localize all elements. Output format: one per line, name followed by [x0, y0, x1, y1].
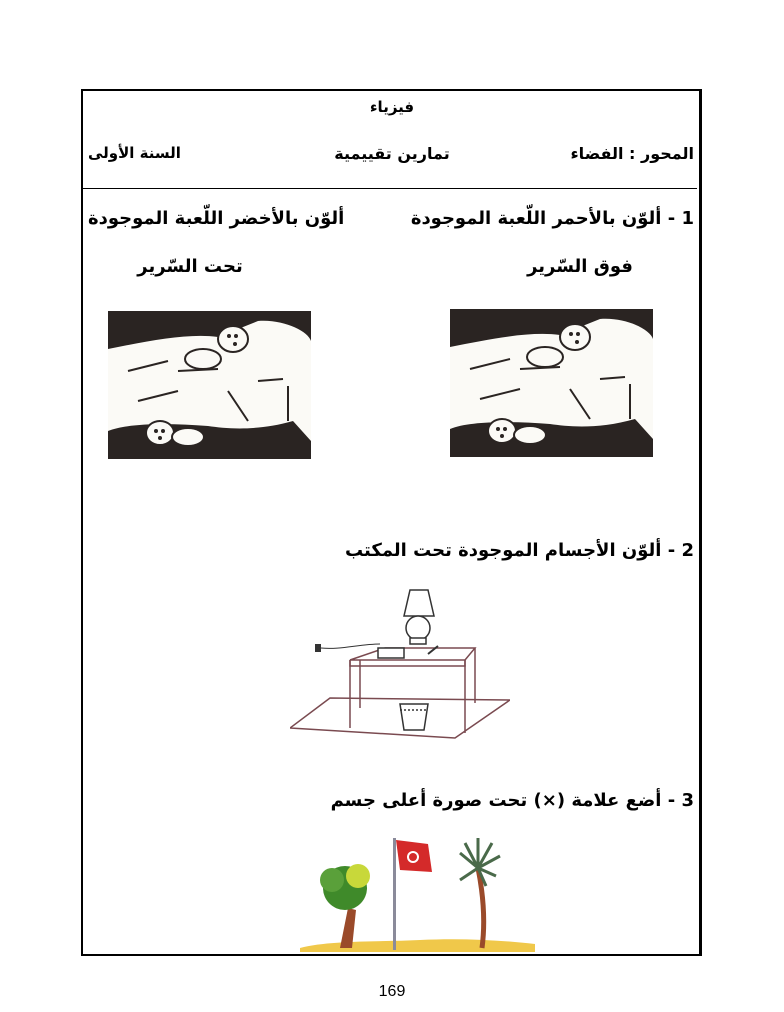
worksheet-title: تمارين تقييمية [334, 144, 450, 163]
exercise-2-instruction: 2 - ألوّن الأجسام الموجودة تحت المكتب [344, 540, 694, 561]
exercise-3-instruction: 3 - أضع علامة (×) تحت صورة أعلى جسم [330, 790, 694, 811]
grade-label: السنة الأولى [88, 144, 181, 162]
exercise-1-instruction-green: ألوّن بالأخضر اللّعبة الموجودة [88, 208, 345, 229]
bed-teddy-image-right [450, 309, 653, 457]
subject-title: فيزياء [369, 98, 415, 116]
exercise-1-instruction-green-line2: تحت السّرير [137, 256, 243, 277]
header-divider [83, 188, 697, 189]
tree-flag-palm-image [300, 828, 535, 952]
exercise-1-instruction-red-line2: فوق السّرير [527, 256, 633, 277]
page-number: 169 [378, 983, 406, 1000]
desk-image [290, 588, 510, 748]
axis-label: المحور : الفضاء [570, 144, 694, 163]
bed-teddy-image-left [108, 311, 311, 459]
exercise-1-instruction-red: 1 - ألوّن بالأحمر اللّعبة الموجودة [410, 208, 694, 229]
